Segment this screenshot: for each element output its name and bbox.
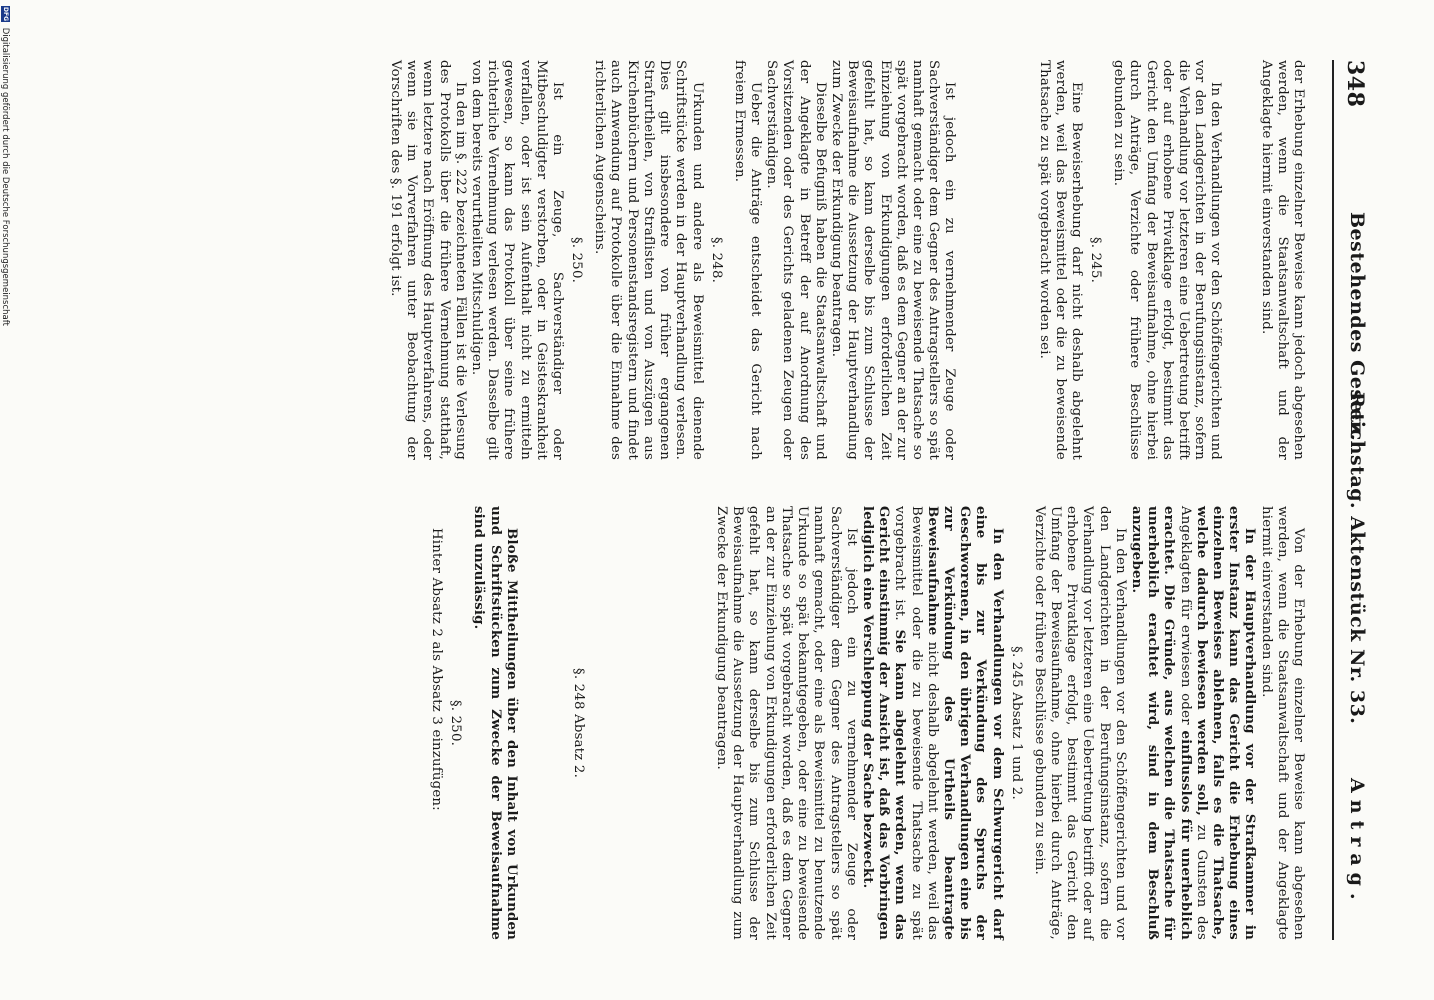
right-section-245: §. 245 Absatz 1 und 2.	[1008, 646, 1024, 800]
left-column	[387, 60, 1306, 460]
right-para-2-normal: zu Gunsten des Angeklagten für erwiesen oder	[1177, 506, 1209, 940]
left-section-250: §. 250.	[569, 236, 585, 284]
right-para-6: Bloße Mittheilungen über den Inhalt von Urkunden und Schriftstücken zum Zwecke der Beweisaufnahme sind unzulässig.	[471, 506, 519, 940]
left-para-8: Ist ein Zeuge, Sachverständiger oder Mitbeschuldigter verstorben, oder in Geisteskrankheit verfallen, oder ist sein Aufenthalt nicht zu ermitteln gewesen, so kann das Protokoll über seine frühere richterliche Vernehmung verlesen werden. Dasselbe gilt von dem bereits verurtheilten Mitschuldigen.	[469, 60, 566, 460]
left-section-245: §. 245.	[1087, 236, 1103, 284]
left-para-6: Ueber die Anträge entscheidet das Gericht nach freiem Ermessen.	[731, 60, 763, 460]
right-para-2	[1128, 506, 1258, 940]
right-para-2-bold: In der Hauptverhandlung vor der Strafkammer in erster Instanz kann das Gericht die Erhebung eines einzelnen Beweises ablehnen, falls es die Thatsache, welche dadurch bewiesen werden soll,	[1193, 506, 1258, 940]
left-para-5: Dieselbe Befugniß haben die Staatsanwaltschaft und der Angeklagte in Betreff der auf Anordnung des Vorsitzenden oder des Gerichts geladenen Zeugen oder Sachverständigen.	[764, 60, 828, 460]
right-para-4	[859, 506, 1005, 940]
left-para-7: Urkunden und andere als Beweismittel dienende Schriftstücke werden in der Hauptverhandlung verlesen. Dies gilt insbesondere von früher ergangenen Strafurtheilen, von Straflisten und von Auszügen aus Kirchenbüchern und Personenstandsregistern und findet auch Anwendung auf Protokolle über die Einnahme des richterlichen Augenscheins.	[592, 60, 705, 460]
right-para-3: In den Verhandlungen vor den Schöffengerichten und vor den Landgerichten in der Berufungsinstanz, sofern die Verhandlung vor letzteren eine Uebertretung betrifft oder auf erhobene Privatklage erfolgt, bestimmt das Gericht den Umfang der Beweisaufnahme, ohne hierbei durch Anträge, Verzichte oder frühere Beschlüsse gebunden zu sein.	[1031, 506, 1128, 940]
dfg-logo: DFG	[2, 6, 9, 21]
right-para-2-bold-end: einflusslos für unerheblich erachtet. Die Gründe, aus welchen die Thatsache für unerheblich erachtet wird, sind in dem Beschluß anzugeben.	[1128, 506, 1193, 941]
left-para-4: Ist jedoch ein zu vernehmender Zeuge oder Sachverständiger dem Gegner des Antragstellers so spät namhaft gemacht oder eine zu beweisende Thatsache so spät vorgebracht worden, daß es dem Gegner an der zur Einziehung von Erkundigungen erforderlichen Zeit gefehlt hat, so kann derselbe bis zum Schlusse der Beweisaufnahme die Aussetzung der Hauptverhandlung zum Zwecke der Erkundigung beantragen.	[828, 60, 958, 460]
page-number: 348	[1342, 60, 1368, 108]
right-para-4-bold-end: Sie kann abgelehnt werden, wenn das Gericht einstimmig der Ansicht ist, daß das Vorbringen lediglich eine Verschleppung der Sache bezweckt.	[859, 506, 908, 940]
right-para-7: Hinter Absatz 2 als Absatz 3 einzufügen:	[429, 528, 445, 811]
document-title: Reichstag. Aktenstück Nr. 33.	[1346, 392, 1368, 725]
header-rule	[1332, 60, 1334, 940]
left-para-3: Eine Beweiserhebung darf nicht deshalb abgelehnt werden, weil das Beweismittel oder die zu beweisende Thatsache zu spät vorgebracht worden sei.	[1036, 60, 1084, 460]
right-column	[428, 506, 1306, 940]
right-para-4-bold: In den Verhandlungen vor dem Schwurgericht darf eine bis zur Verkündung des Spruchs der Geschworenen, in den übrigen Verhandlungen eine bis zur Verkündung des Urtheils beantragte Beweisaufnahme	[924, 506, 1005, 940]
right-section-248: §. 248 Absatz 2.	[570, 667, 586, 779]
left-column-title: Bestehendes Gesetz.	[1346, 212, 1368, 441]
right-section-250: §. 250.	[448, 699, 464, 747]
right-para-5: Ist jedoch ein zu vernehmender Zeuge oder Sachverständiger dem Gegner des Antragstellers so spät namhaft gemacht, oder eine als Beweismittel zu benutzende Urkunde so spät bekanntgegeben, oder eine zu beweisende Thatsache so spät vorgebracht worden, daß es dem Gegner an der zur Einziehung von Erkundigungen erforderlichen Zeit gefehlt hat, so kann derselbe bis zum Schlusse der Beweisaufnahme die Aussetzung der Hauptverhandlung zum Zwecke der Erkundigung beantragen.	[714, 506, 859, 940]
right-column-title: Antrag.	[1346, 778, 1368, 907]
footer-attribution	[0, 6, 10, 996]
left-section-248: §. 248.	[708, 236, 724, 284]
left-para-2: In den Verhandlungen vor den Schöffengerichten und vor den Landgerichten in der Berufungsinstanz, sofern die Verhandlung vor letzteren eine Uebertretung betrifft oder auf erhobene Privatklage erfolgt, bestimmt das Gericht den Umfang der Beweisaufnahme, ohne hierbei durch Anträge, Verzichte oder frühere Beschlüsse gebunden zu sein.	[1111, 60, 1224, 460]
footer-text: Digitalisierung gefördert durch die Deutsche Forschungsgemeinschaft	[0, 27, 10, 326]
left-para-1: der Erhebung einzelner Beweise kann jedoch abgesehen werden, wenn die Staatsanwaltschaft und der Angeklagte hiermit einverstanden sind.	[1258, 60, 1306, 460]
right-para-4-normal: nicht deshalb abgelehnt werden, weil das Beweismittel oder die zu beweisende Thatsache zu spät vorgebracht ist.	[892, 506, 940, 940]
left-para-9: In den im §. 222 bezeichneten Fällen ist die Verlesung des Protokolls über die frühere Vernehmung statthaft, wenn letztere nach Eröffnung des Hauptverfahrens, oder wenn sie im Vorverfahren unter Beobachtung der Vorschriften des §. 191 erfolgt ist.	[388, 60, 468, 460]
right-para-1: Von der Erhebung einzelner Beweise kann abgesehen werden, wenn die Staatsanwaltschaft und der Angeklagte hiermit einverstanden sind.	[1258, 506, 1306, 940]
